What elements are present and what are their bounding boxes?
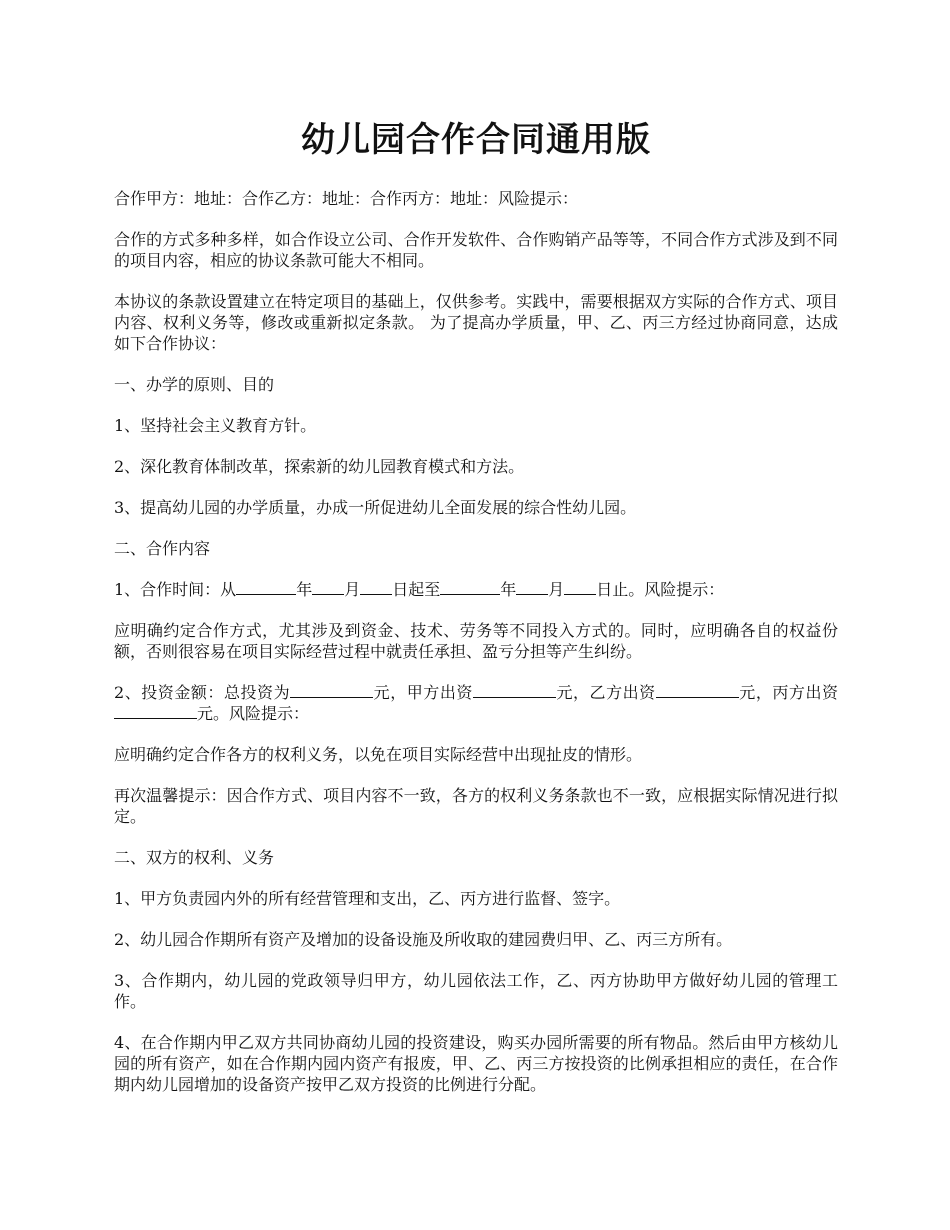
start-month-blank [312, 579, 344, 595]
principle-item-3: 3、提高幼儿园的办学质量，办成一所促进幼儿全面发展的综合性幼儿园。 [114, 498, 637, 517]
time-year-label-2: 年 [500, 580, 517, 599]
end-year-blank [440, 579, 500, 595]
parties-paragraph: 合作甲方：地址：合作乙方：地址：合作丙方：地址：风险提示： [114, 189, 579, 208]
time-day-from-label: 日起至 [392, 580, 441, 599]
start-year-blank [236, 579, 296, 595]
invest-c-suffix: 元。风险提示： [197, 704, 310, 723]
rights-item-3: 3、合作期内，幼儿园的党政领导归甲方，幼儿园依法工作，乙、丙方协助甲方做好幼儿园的管理工作。 [114, 971, 838, 1011]
total-investment-blank [290, 682, 373, 698]
rights-item-1: 1、甲方负责园内外的所有经营管理和支出，乙、丙方进行监督、签字。 [114, 889, 621, 908]
time-prefix: 1、合作时间：从 [114, 580, 237, 599]
time-month-label-2: 月 [548, 580, 565, 599]
rights-item-2: 2、幼儿园合作期所有资产及增加的设备设施及所收取的建园费归甲、乙、丙三方所有。 [114, 930, 733, 949]
intro-paragraph-1: 合作的方式多种多样，如合作设立公司、合作开发软件、合作购销产品等等，不同合作方式涉及到不同的项目内容，相应的协议条款可能大不相同。 [114, 230, 838, 270]
time-risk-paragraph: 应明确约定合作方式，尤其涉及到资金、技术、劳务等不同投入方式的。同时，应明确各自的权益份额，否则很容易在项目实际经营过程中就责任承担、盈亏分担等产生纠纷。 [114, 621, 838, 661]
start-day-blank [360, 579, 392, 595]
investment-clause [114, 682, 838, 724]
rights-item-4: 4、在合作期内甲乙双方共同协商幼儿园的投资建设，购买办园所需要的所有物品。然后由甲方核幼儿园的所有资产，如在合作期内园内资产有报废，甲、乙、丙三方按投资的比例承担相应的责任，在合作期内幼儿园增加的设备资产按甲乙双方投资的比例进行分配。 [114, 1033, 838, 1094]
party-a-investment-blank [473, 682, 556, 698]
investment-risk-paragraph: 应明确约定合作各方的权利义务，以免在项目实际经营中出现扯皮的情形。 [114, 745, 643, 764]
time-month-label-1: 月 [344, 580, 361, 599]
section-heading-cooperation: 二、合作内容 [114, 539, 211, 558]
end-month-blank [516, 579, 548, 595]
intro-paragraph-2: 本协议的条款设置建立在特定项目的基础上，仅供参考。实践中，需要根据双方实际的合作方式、项目内容、权利义务等，修改或重新拟定条款。 为了提高办学质量，甲、乙、丙三方经过协商同意，达成如下合作协议： [114, 292, 838, 353]
contract-document [114, 100, 838, 1115]
cooperation-time-clause [114, 579, 838, 600]
invest-a-suffix: 元，乙方出资 [555, 683, 656, 702]
section-heading-principles: 一、办学的原则、目的 [114, 375, 275, 394]
document-title: 幼儿园合作合同通用版 [301, 120, 651, 160]
invest-b-suffix: 元，丙方出资 [738, 683, 838, 702]
party-b-investment-blank [656, 682, 739, 698]
principle-item-1: 1、坚持社会主义教育方针。 [114, 416, 317, 435]
principle-item-2: 2、深化教育体制改革，探索新的幼儿园教育模式和方法。 [114, 457, 525, 476]
end-day-blank [564, 579, 596, 595]
reminder-paragraph: 再次温馨提示：因合作方式、项目内容不一致，各方的权利义务条款也不一致，应根据实际情况进行拟定。 [114, 786, 838, 826]
section-heading-rights: 二、双方的权利、义务 [114, 848, 275, 867]
party-c-investment-blank [114, 703, 197, 719]
time-year-label-1: 年 [296, 580, 313, 599]
invest-total-suffix: 元，甲方出资 [373, 683, 473, 702]
invest-prefix: 2、投资金额：总投资为 [114, 683, 291, 702]
time-day-end-label: 日止。风险提示： [596, 580, 725, 599]
